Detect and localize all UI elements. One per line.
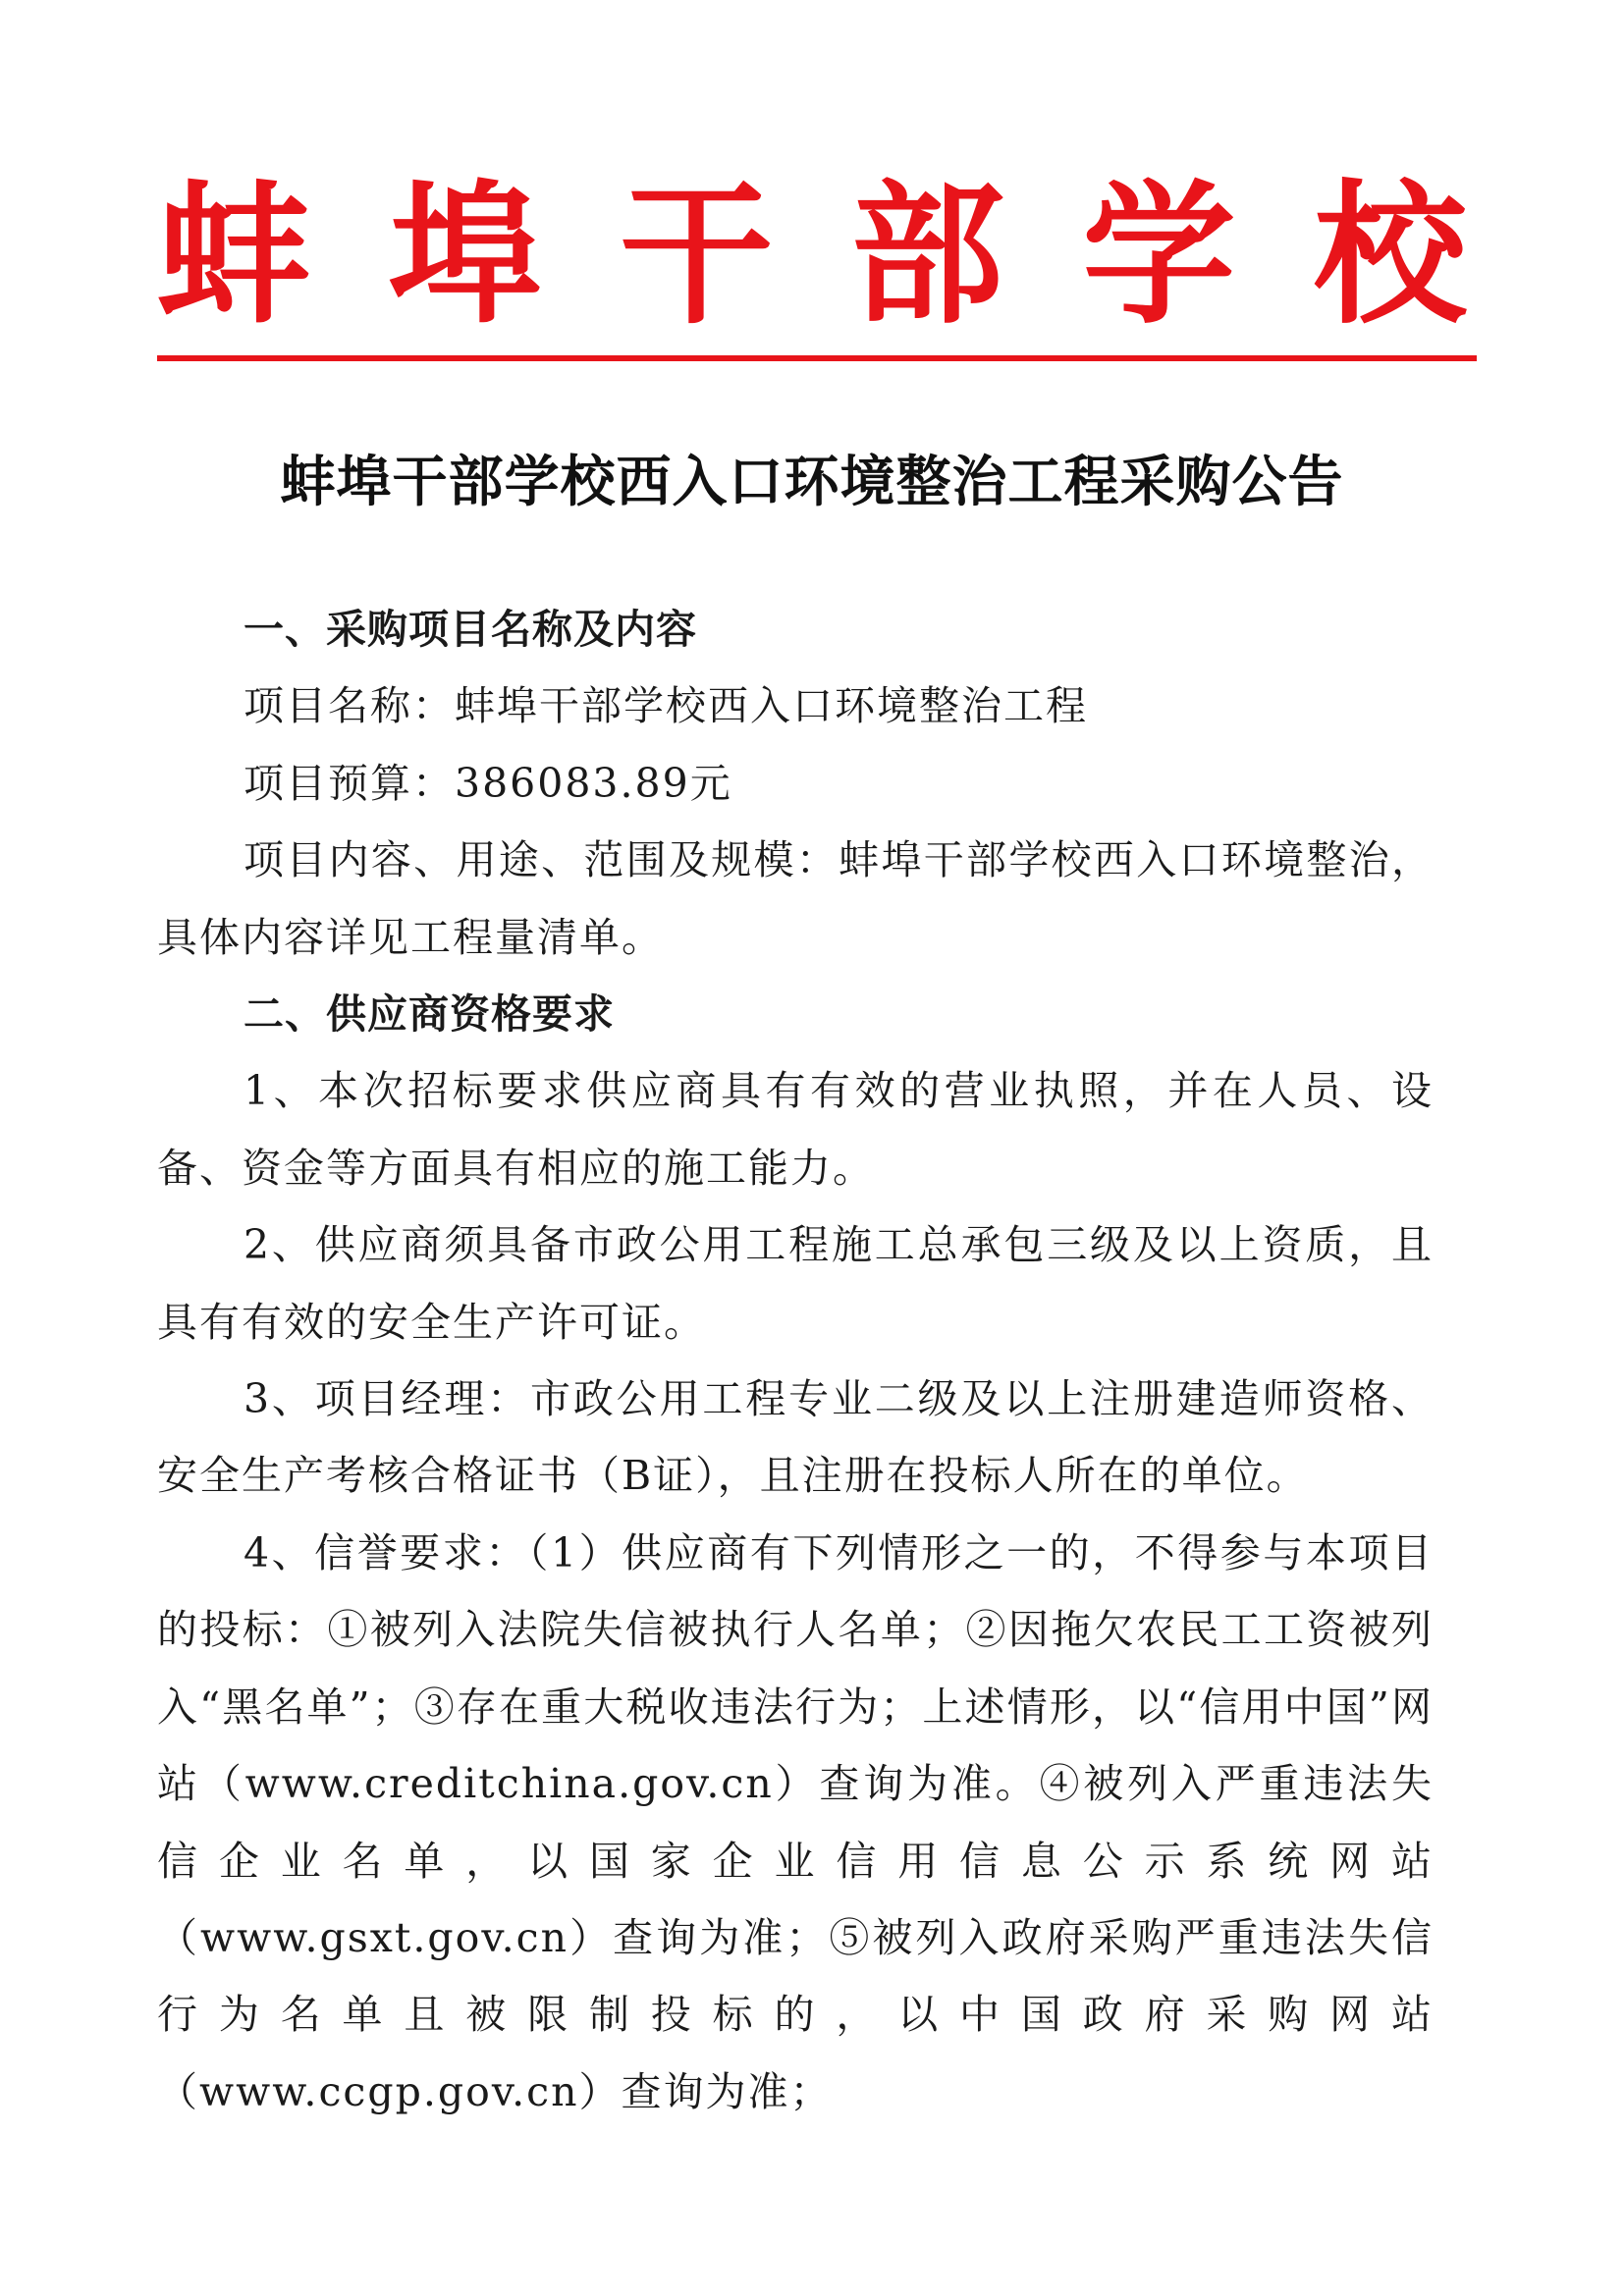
paragraph: 项目预算：386083.89元 [244,759,732,807]
paragraph: 项目名称：蚌埠干部学校西入口环境整治工程 [244,682,1088,730]
letterhead-char: 埠 [388,165,542,345]
paragraph: 项目内容、用途、范围及规模：蚌埠干部学校西入口环境整治，具体内容详见工程量清单。 [157,836,1434,961]
paragraph: 3、项目经理：市政公用工程专业二级及以上注册建造师资格、安全生产考核合格证书（B证），且注册在投标人所在的单位。 [157,1375,1434,1500]
section-heading: 一、采购项目名称及内容 [244,606,697,653]
letterhead-char: 蚌 [157,165,310,345]
letterhead-char: 干 [620,165,774,345]
letterhead-char: 学 [1082,165,1236,345]
letterhead-divider [157,355,1477,361]
letterhead [157,157,1467,353]
paragraph: 1、本次招标要求供应商具有有效的营业执照，并在人员、设备、资金等方面具有相应的施工能力。 [157,1067,1434,1192]
letterhead-char: 部 [850,165,1004,345]
paragraph: 4、信誉要求：（1）供应商有下列情形之一的，不得参与本项目的投标：①被列入法院失信被执行人名单；②因拖欠农民工工资被列入“黑名单”；③存在重大税收违法行为；上述情形，以“信用中国”网站（www.creditchina.gov.cn）查询为准。④被列入严重违法失信企业名单，以国家企业信用信息公示系统网站（www.gsxt.gov.cn）查询为准；⑤被列入政府采购严重违法失信行为名单且被限制投标的，以中国政府采购网站（www.ccgp.gov.cn）查询为准； [157,1528,1434,2115]
document-title: 蚌埠干部学校西入口环境整治工程采购公告 [280,450,1344,514]
paragraph: 2、供应商须具备市政公用工程施工总承包三级及以上资质，且具有有效的安全生产许可证。 [157,1221,1434,1346]
letterhead-char: 校 [1313,165,1467,345]
section-heading: 二、供应商资格要求 [244,990,615,1039]
document-body [157,591,1434,2130]
